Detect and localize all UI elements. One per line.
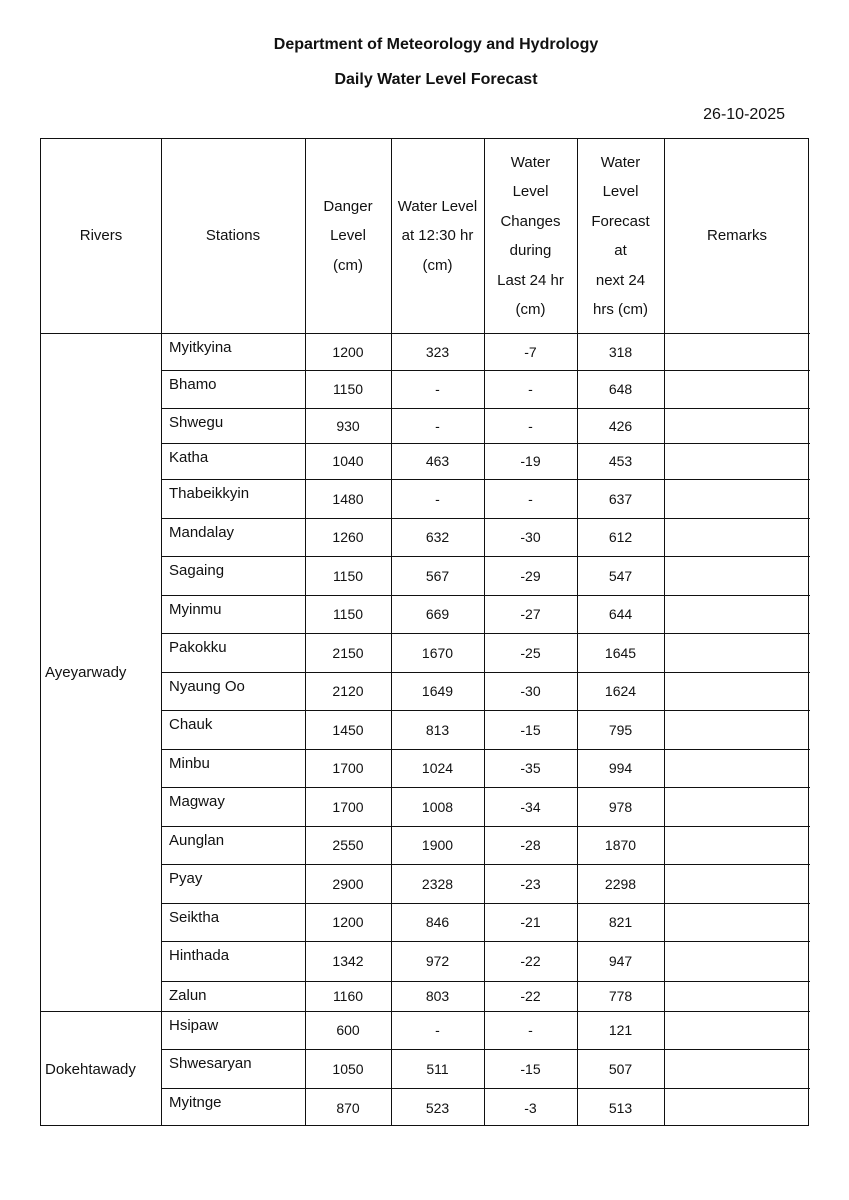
- table-cell: 821: [608, 914, 633, 930]
- table-cell: 1450: [332, 721, 364, 738]
- table-cell: -: [435, 381, 440, 397]
- table-cell: -: [528, 1022, 533, 1038]
- table-cell: 803: [425, 988, 450, 1004]
- table-cell: 1150: [332, 567, 364, 584]
- table-cell: -3: [524, 1099, 537, 1116]
- table-cell: [664, 370, 810, 408]
- column-header: Danger Level (cm): [323, 197, 373, 274]
- table-cell: -19: [520, 453, 541, 469]
- table-cell: 1200: [332, 343, 364, 360]
- table-cell: -35: [520, 760, 541, 776]
- station-name: Hsipaw: [169, 1017, 219, 1034]
- station-name: Pakokku: [169, 639, 227, 656]
- table-cell: 1900: [421, 837, 454, 853]
- table-cell: [664, 903, 810, 941]
- station-name: Magway: [169, 793, 225, 810]
- table-cell: 323: [425, 343, 450, 360]
- table-cell: -34: [520, 798, 541, 815]
- table-cell: -: [528, 381, 533, 397]
- table-cell: 1870: [604, 837, 637, 853]
- table-cell: 2900: [332, 875, 364, 892]
- table-cell: 1260: [332, 529, 364, 545]
- table-cell: 1040: [332, 453, 364, 469]
- table-cell: -: [435, 1022, 440, 1038]
- station-name: Shwesaryan: [169, 1055, 252, 1072]
- table-cell: 121: [608, 1022, 633, 1038]
- table-cell: -21: [520, 914, 541, 930]
- table-cell: 1008: [421, 798, 454, 815]
- table-cell: 600: [336, 1022, 360, 1038]
- table-cell: 507: [608, 1060, 633, 1077]
- table-cell: -30: [520, 529, 541, 545]
- table-cell: -7: [524, 343, 537, 360]
- table-cell: -27: [520, 606, 541, 622]
- table-cell: -: [435, 417, 440, 434]
- table-cell: 547: [608, 567, 633, 584]
- table-cell: 978: [608, 798, 633, 815]
- table-cell: 1150: [332, 606, 364, 622]
- table-cell: 994: [608, 760, 633, 776]
- table-cell: [664, 710, 810, 749]
- table-cell: -29: [520, 567, 541, 584]
- table-cell: 1160: [332, 988, 364, 1004]
- table-cell: -23: [520, 875, 541, 892]
- table-cell: [664, 981, 810, 1011]
- table-cell: 453: [608, 453, 633, 469]
- station-name: Bhamo: [169, 376, 217, 393]
- table-cell: 1200: [332, 914, 364, 930]
- table-cell: 648: [608, 381, 633, 397]
- table-cell: 778: [608, 988, 633, 1004]
- station-name: Myitnge: [169, 1094, 222, 1111]
- station-name: Chauk: [169, 716, 213, 733]
- table-cell: [664, 749, 810, 787]
- table-cell: 930: [336, 417, 360, 434]
- table-cell: 1150: [332, 381, 364, 397]
- table-cell: 972: [425, 953, 450, 969]
- column-header: Stations: [205, 227, 261, 245]
- table-cell: [664, 333, 810, 370]
- table-cell: 2150: [332, 644, 364, 661]
- table-cell: 426: [608, 417, 633, 434]
- table-cell: 795: [608, 721, 633, 738]
- table-cell: 511: [426, 1060, 449, 1077]
- table-cell: [664, 443, 810, 479]
- table-cell: -: [435, 490, 440, 507]
- station-name: Seiktha: [169, 909, 220, 926]
- table-cell: 1700: [332, 798, 364, 815]
- table-cell: 1050: [332, 1060, 364, 1077]
- table-cell: 1342: [332, 953, 364, 969]
- station-name: Pyay: [169, 870, 203, 887]
- table-cell: 1649: [421, 683, 454, 699]
- table-cell: 632: [425, 529, 450, 545]
- table-cell: -25: [520, 644, 541, 661]
- column-header: Water Level Changes during Last 24 hr (cm): [497, 153, 564, 318]
- river-name: Ayeyarwady: [45, 663, 127, 681]
- table-cell: [664, 633, 810, 672]
- station-name: Minbu: [169, 755, 210, 772]
- station-name: Sagaing: [169, 562, 225, 579]
- station-name: Katha: [169, 449, 209, 466]
- table-cell: -28: [520, 837, 541, 853]
- table-cell: [664, 826, 810, 864]
- table-cell: 612: [608, 529, 633, 545]
- table-cell: [664, 672, 810, 710]
- table-cell: 1670: [421, 644, 454, 661]
- table-cell: 318: [608, 343, 633, 360]
- report-date: 26-10-2025: [703, 106, 785, 123]
- table-cell: 463: [425, 453, 450, 469]
- document-title: Daily Water Level Forecast: [334, 71, 538, 88]
- table-cell: 1024: [421, 760, 454, 776]
- forecast-table: [40, 138, 809, 1126]
- table-cell: 2550: [332, 837, 364, 853]
- table-cell: [664, 941, 810, 981]
- table-cell: -15: [520, 1060, 541, 1077]
- table-cell: -: [528, 417, 533, 434]
- station-name: Thabeikkyin: [169, 485, 250, 502]
- station-name: Shwegu: [169, 414, 224, 431]
- table-cell: -22: [520, 953, 541, 969]
- table-cell: [664, 518, 810, 556]
- table-cell: 1480: [332, 490, 364, 507]
- table-cell: 813: [425, 721, 450, 738]
- table-cell: 846: [425, 914, 450, 930]
- table-cell: 637: [608, 490, 633, 507]
- table-cell: [664, 595, 810, 633]
- station-name: Nyaung Oo: [169, 678, 245, 695]
- station-name: Hinthada: [169, 947, 230, 964]
- table-cell: 1645: [604, 644, 637, 661]
- table-cell: 567: [425, 567, 450, 584]
- table-cell: -22: [520, 988, 541, 1004]
- organization-title: Department of Meteorology and Hydrology: [273, 36, 599, 53]
- column-header: Water Level Forecast at next 24 hrs (cm): [591, 153, 650, 318]
- station-name: Mandalay: [169, 524, 235, 541]
- table-cell: [664, 479, 810, 518]
- table-cell: 2328: [421, 875, 454, 892]
- table-cell: [664, 1088, 810, 1127]
- table-cell: 870: [336, 1099, 360, 1116]
- station-name: Aunglan: [169, 832, 225, 849]
- table-cell: 947: [608, 953, 633, 969]
- table-cell: 1700: [332, 760, 364, 776]
- column-header: Remarks: [706, 227, 767, 245]
- table-cell: [664, 556, 810, 595]
- station-name: Myinmu: [169, 601, 222, 618]
- table-cell: -15: [520, 721, 541, 738]
- station-name: Myitkyina: [169, 339, 232, 356]
- table-cell: [664, 408, 810, 443]
- column-header: Rivers: [79, 227, 123, 245]
- table-cell: [664, 864, 810, 903]
- table-cell: 644: [608, 606, 633, 622]
- table-cell: [664, 1011, 810, 1049]
- table-cell: 523: [425, 1099, 450, 1116]
- column-header: Water Level at 12:30 hr (cm): [397, 197, 478, 274]
- table-cell: -: [528, 490, 533, 507]
- table-cell: 2298: [604, 875, 637, 892]
- table-cell: [664, 1049, 810, 1088]
- table-cell: -30: [520, 683, 541, 699]
- table-cell: 669: [425, 606, 450, 622]
- table-cell: 2120: [332, 683, 364, 699]
- station-name: Zalun: [169, 987, 207, 1004]
- table-cell: 513: [608, 1099, 633, 1116]
- table-cell: [664, 787, 810, 826]
- river-name: Dokehtawady: [45, 1060, 136, 1078]
- table-cell: 1624: [604, 683, 637, 699]
